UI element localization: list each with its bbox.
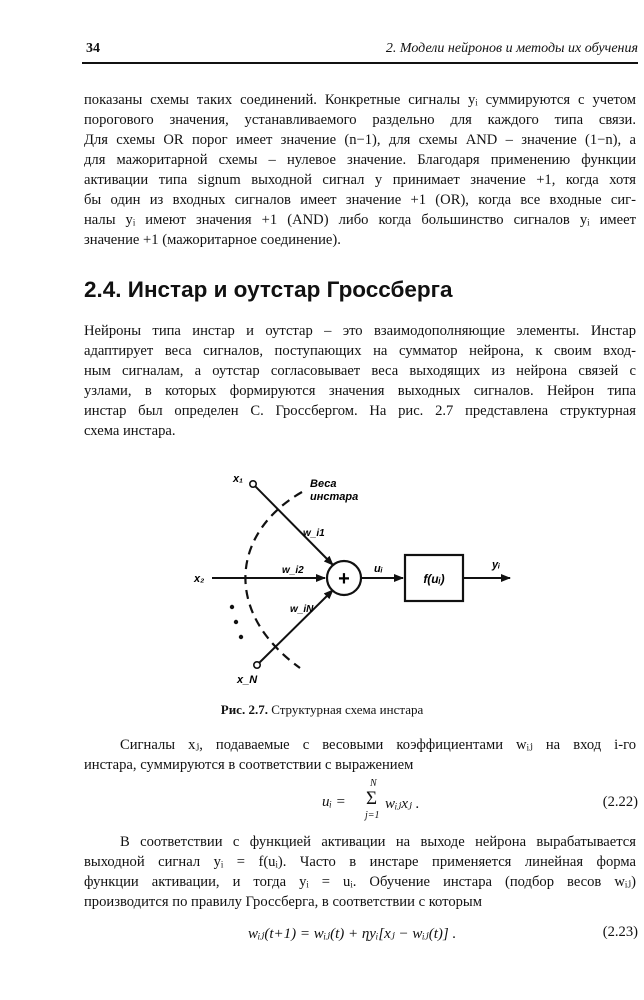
weight-label-2: w_i2	[282, 565, 304, 576]
eq2-formula: wᵢⱼ(t+1) = wᵢⱼ(t) + ηyᵢ[xⱼ − wᵢⱼ(t)] .	[248, 926, 457, 942]
equation-2-22	[0, 778, 644, 824]
eq1-sum-sign: Σ	[366, 788, 378, 809]
text-line: значение +1 (мажоритарное соединение).	[84, 232, 341, 248]
text-line: инстар был определен С. Гроссбергом. На рис. 2.7 представлена структурная	[84, 403, 636, 419]
activation-label: f(uᵢ)	[423, 572, 445, 586]
paragraph-summation	[84, 735, 636, 775]
caption-text: Структурная схема инстара	[271, 702, 424, 717]
text-line: ным сигналам, а оутстар согласовывает веса выходящих из нейрона связей с	[84, 363, 636, 379]
text-line: адаптирует веса сигналов, поступающих на сумматор нейрона, к своим вход-	[84, 343, 636, 359]
text-line: функции активации, и тогда yᵢ = uᵢ. Обучение инстара (подбор весов wᵢⱼ)	[84, 874, 636, 890]
ellipsis-dot	[230, 605, 234, 609]
text-line: показаны схемы таких соединений. Конкретные сигналы yᵢ суммируются с учетом	[84, 92, 636, 108]
running-title: 2. Модели нейронов и методы их обучения	[385, 41, 638, 56]
summer-symbol: +	[338, 568, 350, 590]
text-line: Нейроны типа инстар и оутстар – это взаимодополняющие элементы. Инстар	[84, 323, 636, 339]
text-line: для мажоритарной схемы – нулевое значение. Благодаря применению функции	[84, 152, 636, 168]
weights-label-line2: инстара	[310, 491, 359, 503]
output-label: yᵢ	[492, 559, 500, 571]
text-line: В соответствии с функцией активации на выходе нейрона вырабатывается	[120, 834, 636, 850]
weight-label-n: w_iN	[290, 604, 314, 615]
eq1-sum-top: N	[370, 778, 377, 789]
input-label-1: x₁	[233, 473, 243, 485]
ellipsis-dot	[239, 635, 243, 639]
text-line: схема инстара.	[84, 423, 176, 439]
text-line: активации типа signum выходной сигнал y принимает значение +1, когда хотя	[84, 172, 636, 188]
text-line: порогового значения, устанавливаемого раздельно для каждого типа связи.	[84, 112, 636, 128]
ellipsis-dot	[234, 620, 238, 624]
text-line: производится по правилу Гроссберга, в соответствии с которым	[84, 894, 482, 910]
text-line: выходной сигнал yᵢ = f(uᵢ). Часто в инстаре применяется линейная форма	[84, 854, 636, 870]
input-node-n	[254, 662, 260, 668]
caption-label: Рис. 2.7.	[220, 702, 268, 717]
eq2-number: (2.23)	[602, 924, 638, 940]
eq1-lhs: uᵢ =	[322, 794, 346, 810]
eq1-sum-bottom: j=1	[365, 810, 380, 821]
input-label-2: x₂	[194, 573, 205, 585]
paragraph-activation	[84, 832, 636, 912]
figure-caption	[0, 702, 644, 718]
weights-arc	[245, 492, 302, 668]
text-line: узлами, в которых формируются значения выходных сигналов. Нейрон типа	[84, 383, 636, 399]
input-node-1	[250, 481, 256, 487]
section-heading: 2.4. Инстар и оутстар Гроссберга	[84, 277, 453, 302]
text-line: бы один из входных сигналов имеет значение +1 (OR), когда все входные сиг-	[84, 192, 636, 208]
input-line-n	[257, 590, 333, 665]
input-label-n: x_N	[237, 674, 258, 686]
weight-label-1: w_i1	[303, 528, 325, 539]
text-line: инстара, суммируются в соответствии с выражением	[84, 757, 414, 773]
u-label: uᵢ	[374, 563, 383, 575]
eq1-number: (2.22)	[602, 794, 638, 810]
page-number: 34	[86, 41, 100, 56]
equation-2-23	[0, 920, 644, 946]
text-line: налы yᵢ имеют значения +1 (AND) либо когда большинство сигналов yᵢ имеет	[84, 212, 636, 228]
text-line: Сигналы xⱼ, подаваемые с весовыми коэффициентами wᵢⱼ на вход i-го	[120, 737, 636, 753]
text-line: Для схемы OR порог имеет значение (n−1), для схемы AND – значение (1−n), а	[84, 132, 636, 148]
weights-label-line1: Веса	[310, 478, 337, 490]
eq1-rhs: wᵢⱼxⱼ .	[385, 796, 420, 812]
